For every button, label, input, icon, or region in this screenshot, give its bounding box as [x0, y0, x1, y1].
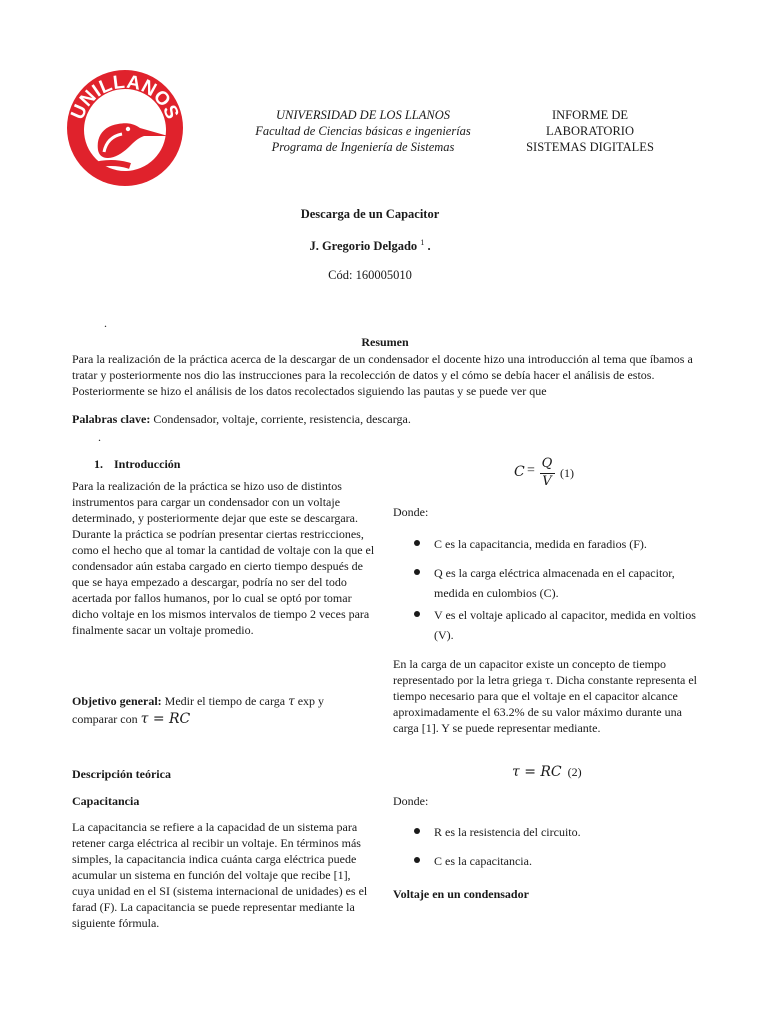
keywords-text: Condensador, voltaje, corriente, resistencia, descarga. — [153, 412, 411, 426]
list-item: C es la capacitancia, medida en faradios (F). — [410, 534, 700, 554]
university-name: UNIVERSIDAD DE LOS LLANOS — [276, 108, 450, 122]
formula-1 — [514, 456, 634, 492]
author-end: . — [427, 239, 431, 254]
report-line-2: LABORATORIO — [546, 124, 634, 138]
paper-title: Descarga de un Capacitor — [300, 207, 440, 221]
voltage-heading: Voltaje en un condensador — [393, 887, 529, 901]
abstract-heading: Resumen — [361, 335, 409, 349]
formula-1-denominator: V — [542, 474, 552, 489]
logo-text: UNILLANOS — [67, 71, 183, 123]
report-line-3: SISTEMAS DIGITALES — [526, 140, 654, 154]
report-line-1: INFORME DE — [551, 108, 629, 122]
capacitance-text: La capacitancia se refiere a la capacidad de un sistema para retener carga eléctrica al recibir un voltaje. En términos más simples, la capacitancia indica cuánta carga eléctrica puede acumular un sistema en función del voltaje que recibe [1], cuya unidad en el SI (sistema internacional de unidades) es el farad (F). La capacitancia se puede representar mediante la siguiente fórmula. — [72, 820, 368, 930]
formula-1-tag: (1) — [560, 466, 574, 480]
donde-2: Donde: — [393, 794, 429, 808]
list-item: V es el voltaje aplicado al capacitor, medida en voltios (V). — [410, 605, 700, 645]
objective-text-2: exp y — [297, 694, 325, 708]
intro-text: Para la realización de la práctica se hizo uso de distintos instrumentos para cargar un condensador con un voltaje determinado, y posteriormente dejar que este se descargara. Durante la práctica se podrían presentar ciertas restricciones, como el hecho que al tomar la cantidad de voltaje con la que el condensador aún estaba cargado en cierto tiempo después de que se haya empezado a descargar, podría no ser del todo acertada por fallos humanos, por lo cual se optó por tomar dicho voltaje en los mismos intervalos de tiempo 2 veces para finalmente sacar un voltaje promedio. — [72, 479, 375, 637]
program-name: Programa de Ingeniería de Sistemas — [271, 140, 455, 154]
list-item: R es la resistencia del circuito. — [410, 822, 700, 842]
university-logo — [64, 66, 186, 190]
objective-label: Objetivo general: — [72, 694, 162, 708]
objective-text-3: comparar con — [72, 712, 138, 726]
capacitance-heading: Capacitancia — [72, 794, 140, 808]
objective-formula: τ = RC — [140, 711, 191, 727]
variables-list-1 — [410, 534, 700, 645]
keywords — [72, 411, 692, 427]
faculty-name: Facultad de Ciencias básicas e ingenierías — [255, 124, 471, 138]
donde-1: Donde: — [393, 505, 429, 519]
intro-number: 1. — [94, 457, 103, 471]
formula-2 — [512, 763, 582, 781]
charge-text: En la carga de un capacitor existe un concepto de tiempo representado por la letra griega τ. Dicha constante representa el tiempo necesario para que el voltaje en el capacitor alcance aproximadamente el 63.2% de su valor máximo durante una carga [1]. Y se puede representar mediante. — [393, 657, 698, 735]
formula-1-numerator: Q — [541, 456, 553, 471]
tau-symbol: τ — [288, 694, 295, 708]
intro-heading — [94, 456, 180, 472]
variables-list-2 — [410, 822, 700, 871]
student-code: Cód: 160005010 — [328, 268, 412, 282]
objective — [72, 692, 376, 728]
formula-2-tag: (2) — [567, 765, 582, 779]
abstract-text: Para la realización de la práctica acerca de la descargar de un condensador el docente hizo una introducción al tema que íbamos a tratar y posteriormente nos dio las instrucciones para la recolección de datos y el cómo se debía hacer el análisis de estos. Posteriormente se hizo el análisis de los datos recolectados siguiendo las pautas y se puede ver que — [72, 352, 693, 398]
author-affiliation: 1 — [420, 238, 425, 247]
formula-1-eq: = — [527, 463, 535, 478]
formula-2-expr: τ = RC — [512, 764, 562, 780]
objective-text-1: Medir el tiempo de carga — [164, 694, 286, 708]
keywords-label: Palabras clave: — [72, 412, 151, 426]
list-item: Q es la carga eléctrica almacenada en el capacitor, medida en culombios (C). — [410, 563, 700, 603]
theory-heading: Descripción teórica — [72, 767, 171, 781]
formula-1-lhs: C — [514, 464, 525, 480]
header-report — [510, 107, 670, 155]
stray-dot: . — [104, 316, 107, 330]
stray-dot-2: . — [98, 430, 101, 444]
author-name: J. Gregorio Delgado — [309, 239, 418, 254]
intro-title: Introducción — [114, 457, 181, 471]
header-institution — [232, 107, 494, 155]
list-item: C es la capacitancia. — [410, 851, 700, 871]
author-line — [240, 238, 500, 254]
